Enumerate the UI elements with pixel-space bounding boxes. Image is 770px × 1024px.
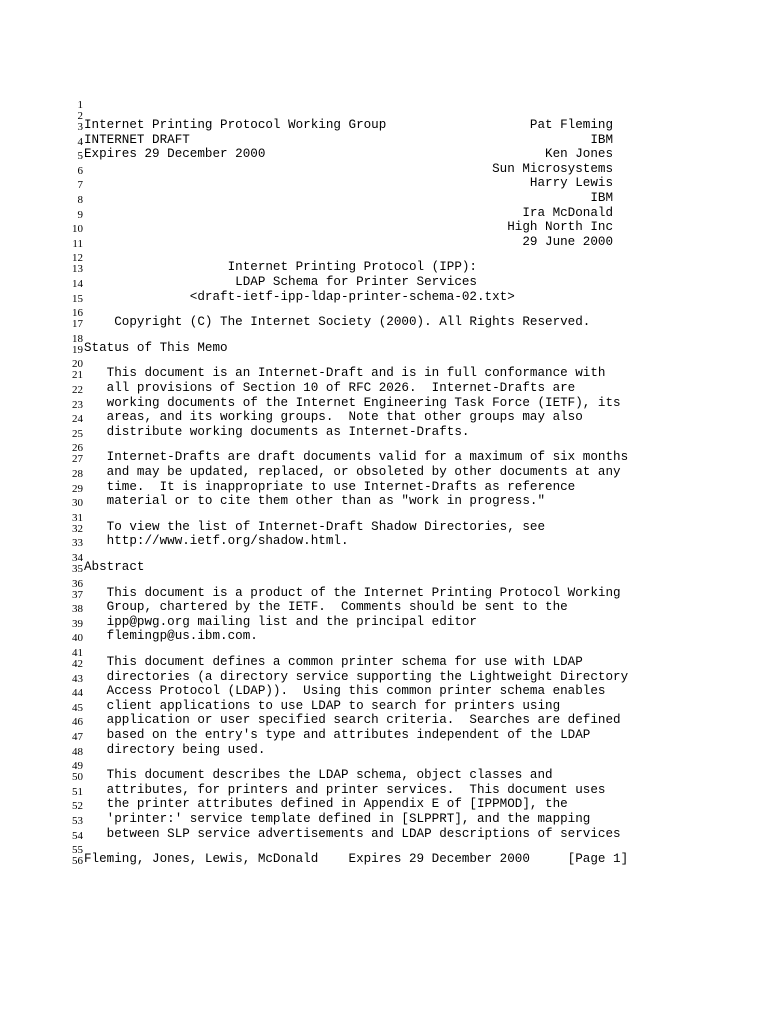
line-number: 30	[72, 497, 83, 510]
line-text: LDAP Schema for Printer Services	[84, 275, 477, 289]
document-line	[0, 713, 770, 728]
document-line	[0, 655, 770, 670]
line-text: http://www.ietf.org/shadow.html.	[84, 534, 349, 549]
line-number: 7	[77, 179, 83, 192]
line-number: 24	[72, 413, 83, 426]
document-line	[0, 812, 770, 827]
document-line	[0, 768, 770, 783]
document-line	[0, 797, 770, 812]
line-text: This document is an Internet-Draft and is in full conformance with	[84, 366, 606, 381]
line-number: 25	[72, 427, 83, 440]
line-text: INTERNET DRAFT IBM	[84, 132, 614, 147]
line-text: directories (a directory service supporting the Lightweight Directory	[84, 669, 629, 684]
line-number: 29	[72, 482, 83, 495]
line-number: 50	[72, 771, 83, 784]
line-text: working documents of the Internet Engineering Task Force (IETF), its	[84, 395, 621, 410]
line-number: 43	[72, 672, 83, 685]
document-line	[0, 290, 770, 305]
line-number: 3	[77, 121, 83, 133]
line-number: 34	[72, 552, 83, 564]
line-number: 23	[72, 398, 83, 411]
line-text: Internet-Drafts are draft documents valid for a maximum of six months	[84, 450, 629, 465]
line-text: and may be updated, replaced, or obsoleted by other documents at any	[84, 465, 621, 479]
document-line	[0, 206, 770, 221]
document-line	[0, 560, 770, 575]
line-number: 8	[77, 194, 83, 206]
line-number: 20	[72, 358, 83, 371]
line-text: application or user specified search criteria. Searches are defined	[84, 713, 621, 728]
document-line	[0, 615, 770, 630]
line-number: 18	[72, 332, 83, 345]
document-line	[0, 534, 770, 549]
line-text: Access Protocol (LDAP)). Using this common printer schema enables	[84, 684, 606, 699]
line-number: 1	[77, 99, 83, 111]
line-number: 42	[72, 658, 83, 670]
line-text: material or to cite them other than as "work in progress."	[84, 494, 546, 509]
line-text: Fleming, Jones, Lewis, McDonald Expires 29 December 2000 [Page 1]	[84, 852, 629, 867]
line-number: 27	[72, 453, 83, 466]
line-number: 6	[77, 164, 83, 177]
line-number: 12	[72, 252, 83, 265]
line-number: 35	[72, 563, 83, 575]
document-line	[0, 520, 770, 535]
document-line	[0, 852, 770, 867]
line-number: 52	[72, 800, 83, 813]
line-text: 29 June 2000	[84, 234, 614, 249]
document-line	[0, 133, 770, 148]
line-number: 5	[77, 150, 83, 163]
line-number: 26	[72, 442, 83, 455]
line-number: 36	[72, 577, 83, 590]
document-line	[0, 176, 770, 191]
line-text: ipp@pwg.org mailing list and the principal editor	[84, 614, 477, 629]
line-number: 9	[77, 208, 83, 221]
document-line	[0, 410, 770, 425]
line-text: attributes, for printers and printer services. This document uses	[84, 782, 606, 797]
line-number: 17	[72, 318, 83, 331]
line-text: the printer attributes defined in Appendix E of [IPPMOD], the	[84, 797, 568, 812]
line-text: all provisions of Section 10 of RFC 2026. Internet-Drafts are	[84, 381, 576, 395]
line-text: To view the list of Internet-Draft Shadow Directories, see	[84, 519, 546, 534]
line-text: areas, and its working groups. Note that other groups may also	[84, 410, 583, 425]
line-number: 33	[72, 537, 83, 550]
line-text: <draft-ietf-ipp-ldap-printer-schema-02.txt>	[84, 289, 515, 304]
document-line	[0, 425, 770, 440]
line-number: 19	[72, 343, 83, 356]
document-line	[0, 260, 770, 275]
line-number: 44	[72, 687, 83, 700]
line-text: between SLP service advertisements and LDAP descriptions of services	[84, 826, 621, 841]
line-number: 16	[72, 307, 83, 320]
line-number: 15	[72, 292, 83, 305]
line-number: 31	[72, 511, 83, 524]
line-text: This document defines a common printer schema for use with LDAP	[84, 655, 583, 669]
line-text: based on the entry's type and attributes independent of the LDAP	[84, 728, 591, 742]
document-line	[0, 699, 770, 714]
document-line	[0, 341, 770, 356]
document-line	[0, 494, 770, 509]
line-number: 10	[72, 223, 83, 236]
line-number: 41	[72, 647, 83, 659]
line-number: 46	[72, 716, 83, 729]
line-text: High North Inc	[84, 220, 614, 235]
line-number: 39	[72, 617, 83, 630]
line-number: 53	[72, 815, 83, 827]
document-line	[0, 118, 770, 133]
document-line	[0, 827, 770, 842]
line-number: 45	[72, 701, 83, 714]
line-text: Abstract	[84, 560, 145, 574]
line-text: Internet Printing Protocol (IPP):	[84, 260, 477, 275]
line-number: 47	[72, 731, 83, 743]
document-line	[0, 629, 770, 644]
line-text: time. It is inappropriate to use Internet-Drafts as reference	[84, 479, 576, 494]
line-number: 55	[72, 844, 83, 857]
line-text: Internet Printing Protocol Working Group Pat Fleming	[84, 118, 614, 132]
document-line	[0, 366, 770, 381]
line-number: 54	[72, 829, 83, 842]
line-text: This document describes the LDAP schema, object classes and	[84, 768, 553, 783]
line-text: Sun Microsystems	[84, 161, 614, 176]
document-line	[0, 235, 770, 250]
line-text: Copyright (C) The Internet Society (2000). All Rights Reserved.	[84, 315, 591, 330]
document-line	[0, 147, 770, 162]
line-number: 4	[77, 135, 83, 148]
document-line	[0, 220, 770, 235]
line-text: directory being used.	[84, 742, 266, 757]
line-number: 22	[72, 384, 83, 396]
line-text: Expires 29 December 2000 Ken Jones	[84, 147, 614, 162]
line-text: distribute working documents as Internet-Drafts.	[84, 424, 470, 439]
document-line	[0, 586, 770, 601]
document-line	[0, 396, 770, 411]
line-number: 49	[72, 760, 83, 773]
document-line	[0, 315, 770, 330]
line-text: This document is a product of the Internet Printing Protocol Working	[84, 585, 621, 600]
document-line	[0, 465, 770, 480]
document-line	[0, 600, 770, 615]
line-number: 38	[72, 603, 83, 616]
line-text: Status of This Memo	[84, 340, 228, 355]
document-line	[0, 728, 770, 743]
line-text: Group, chartered by the IETF. Comments should be sent to the	[84, 600, 568, 615]
document-line	[0, 450, 770, 465]
line-number: 37	[72, 588, 83, 601]
document-line	[0, 743, 770, 758]
line-text: 'printer:' service template defined in [SLPPRT], and the mapping	[84, 812, 591, 826]
document-line	[0, 684, 770, 699]
line-number: 56	[72, 855, 83, 868]
line-text: client applications to use LDAP to search for printers using	[84, 698, 561, 713]
document-line	[0, 783, 770, 798]
line-number: 40	[72, 632, 83, 645]
document-line	[0, 480, 770, 495]
document-line	[0, 381, 770, 396]
line-text: Harry Lewis	[84, 176, 614, 191]
line-number: 21	[72, 369, 83, 382]
document-line	[0, 670, 770, 685]
line-number: 48	[72, 745, 83, 758]
line-text: Ira McDonald	[84, 205, 614, 220]
line-number: 51	[72, 785, 83, 798]
document-line	[0, 275, 770, 290]
line-number: 14	[72, 278, 83, 290]
line-number: 11	[72, 237, 83, 250]
line-number: 32	[72, 522, 83, 535]
line-text: IBM	[84, 191, 614, 205]
line-number: 2	[77, 110, 83, 122]
document-line	[0, 191, 770, 206]
line-number: 28	[72, 468, 83, 480]
line-number: 13	[72, 263, 83, 276]
line-text: flemingp@us.ibm.com.	[84, 629, 258, 644]
document-line	[0, 162, 770, 177]
